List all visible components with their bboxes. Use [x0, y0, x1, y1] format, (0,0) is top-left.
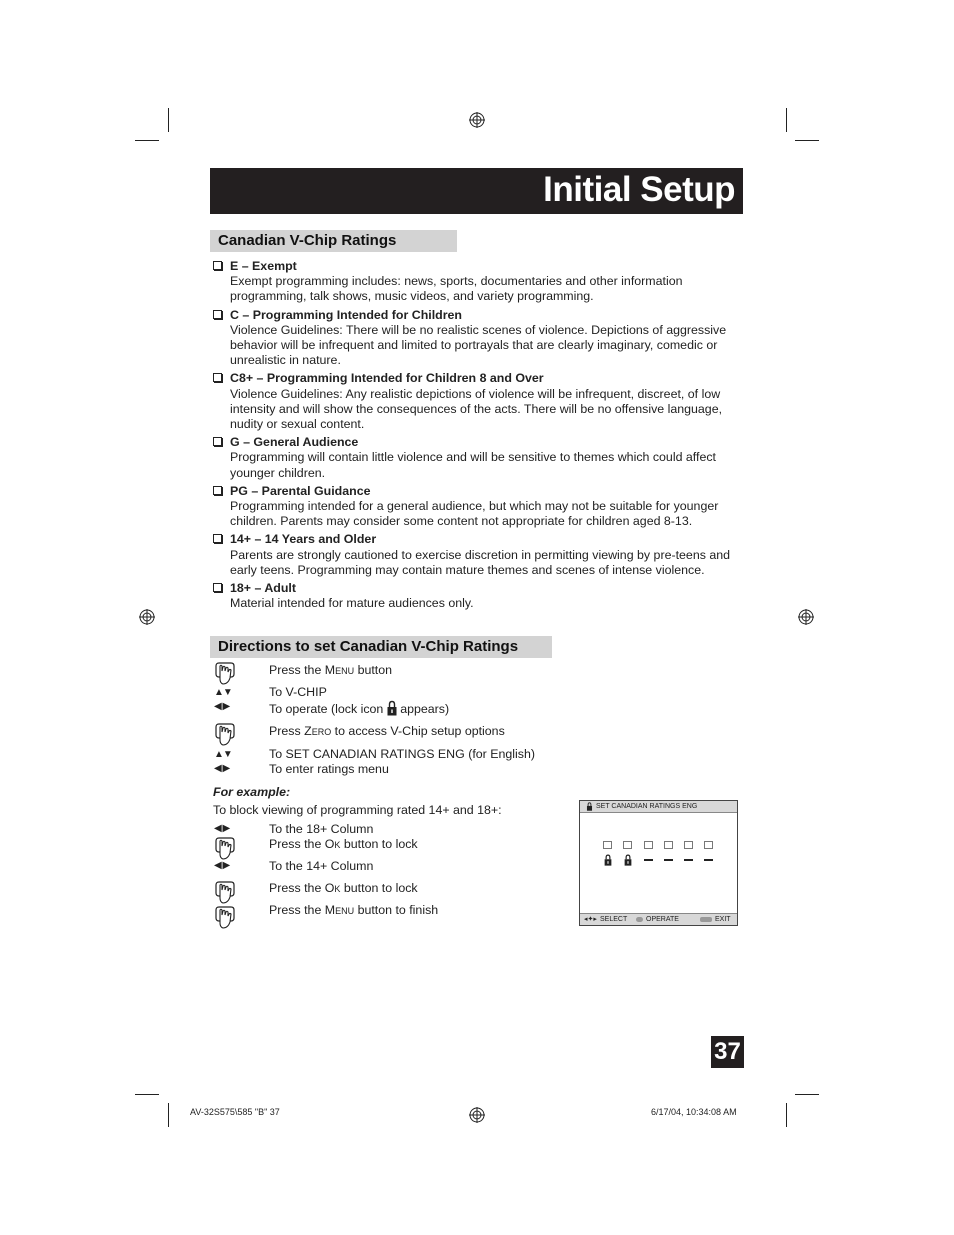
crop-mark — [795, 140, 819, 141]
page-number: 37 — [711, 1036, 744, 1068]
screen-bottom-bar — [580, 913, 737, 925]
left-right-arrow-icon: ◀ ▶ — [214, 701, 230, 712]
left-right-arrow-icon: ◀ ▶ — [214, 860, 230, 871]
crop-mark — [786, 1103, 787, 1127]
lock-icon — [624, 854, 632, 866]
registration-mark-icon — [798, 609, 814, 625]
rating-column-icon — [644, 841, 653, 849]
crop-mark — [786, 108, 787, 132]
step-operate: To operate (lock icon appears) — [269, 702, 450, 716]
crop-mark — [135, 140, 159, 141]
rating-description: Violence Guidelines: Any realistic depictions of violence will be infrequent, discreet, of low intensity and will show the consequences of the acts. There will be no offensive language, nudity or sexual content. — [230, 386, 723, 432]
hand-press-icon — [213, 881, 237, 905]
rating-title: C – Programming Intended for Children — [230, 307, 462, 322]
registration-mark-icon — [139, 609, 155, 625]
rating-description: Programming will contain little violence and will be sensitive to themes which could affect younger children. — [230, 450, 716, 480]
rating-description: Parents are strongly cautioned to exercise discretion in permitting viewing by pre-teens and early teens. Programming may contain mature themes and scenes of intense violence. — [230, 547, 731, 577]
rating-title: E – Exempt — [230, 259, 297, 273]
checkbox-bullet-icon — [213, 486, 222, 495]
checkbox-bullet-icon — [213, 534, 222, 543]
ok-button-icon — [636, 917, 643, 922]
step-18-column: To the 18+ Column — [269, 822, 374, 836]
registration-mark-icon — [469, 112, 485, 128]
page-title-bar — [210, 168, 743, 214]
section-title-ratings: Canadian V-Chip Ratings — [210, 230, 457, 252]
up-down-arrow-icon: ▲▼ — [214, 749, 232, 760]
step-enter-menu: To enter ratings menu — [269, 762, 389, 776]
rating-column-icon — [684, 841, 693, 849]
screen-title: SET CANADIAN RATINGS ENG — [596, 803, 698, 810]
step-press-menu: Press the Menu button — [269, 663, 393, 677]
operate-label: OPERATE — [646, 916, 679, 923]
rating-description: Exempt programming includes: news, sports, documentaries and other information programming, talk shows, music videos, and variety programming. — [230, 274, 683, 304]
list-item — [213, 308, 748, 369]
rating-title: C8+ – Programming Intended for Children 8 and Over — [230, 371, 544, 386]
footer-file-info: AV-32S575\585 "B" 37 — [190, 1107, 280, 1117]
example-label: For example: — [213, 785, 291, 799]
step-set-canadian: To SET CANADIAN RATINGS ENG (for English) — [269, 747, 535, 761]
rating-description: Violence Guidelines: There will be no realistic scenes of violence. Depictions of aggressive behavior will be infrequent and limited to portrayals that are clearly imaginary, comedic or unrealistic in nature. — [230, 322, 727, 368]
step-press-menu-finish: Press the Menu button to finish — [269, 903, 439, 917]
unlocked-dash — [704, 859, 713, 861]
up-down-arrow-icon: ▲▼ — [214, 687, 232, 698]
lock-icon — [604, 854, 612, 866]
rating-title: G – General Audience — [230, 435, 359, 450]
checkbox-bullet-icon — [213, 310, 222, 319]
list-item — [213, 259, 748, 305]
unlocked-dash — [684, 859, 693, 861]
footer-timestamp: 6/17/04, 10:34:08 AM — [651, 1107, 737, 1117]
crop-mark — [795, 1094, 819, 1095]
crop-mark — [135, 1094, 159, 1095]
checkbox-bullet-icon — [213, 373, 222, 382]
checkbox-bullet-icon — [213, 583, 222, 592]
rating-title: 18+ – Adult — [230, 581, 296, 596]
step-14-column: To the 14+ Column — [269, 859, 374, 873]
step-to-vchip: To V-CHIP — [269, 685, 327, 699]
hand-press-icon — [213, 723, 237, 747]
registration-mark-icon — [469, 1107, 485, 1123]
select-label: SELECT — [600, 916, 628, 923]
rating-description: Material intended for mature audiences only. — [230, 596, 474, 611]
checkbox-bullet-icon — [213, 437, 222, 446]
left-right-arrow-icon: ◀ ▶ — [214, 823, 230, 834]
screen-title-bar — [580, 801, 737, 813]
example-intro: To block viewing of programming rated 14+ and 18+: — [213, 803, 502, 817]
rating-column-icon — [623, 841, 632, 849]
hand-press-icon — [213, 837, 237, 861]
crop-mark — [168, 108, 169, 132]
section-title-directions: Directions to set Canadian V-Chip Ratings — [210, 636, 552, 658]
hand-press-icon — [213, 662, 237, 686]
lock-icon — [387, 700, 397, 716]
lock-icon — [586, 802, 593, 811]
rating-description: Programming intended for a general audience, but which may not be suitable for younger children. Parents may consider some content not appropriate for children aged 8-13. — [230, 499, 719, 529]
list-item — [213, 581, 748, 611]
page-title: Initial Setup — [543, 170, 735, 209]
list-item — [213, 435, 748, 481]
menu-button-icon — [700, 917, 712, 922]
rating-column-icon — [664, 841, 673, 849]
tv-screen-illustration — [579, 800, 738, 926]
unlocked-dash — [664, 859, 673, 861]
list-item — [213, 484, 748, 530]
rating-title: PG – Parental Guidance — [230, 483, 371, 498]
list-item — [213, 532, 748, 578]
crop-mark — [168, 1103, 169, 1127]
ratings-list — [213, 259, 748, 614]
unlocked-dash — [644, 859, 653, 861]
rating-column-icon — [603, 841, 612, 849]
step-press-zero: Press Zero to access V-Chip setup options — [269, 724, 505, 738]
list-item — [213, 371, 748, 432]
step-press-ok: Press the Ok button to lock — [269, 837, 418, 851]
exit-label: EXIT — [715, 916, 731, 923]
checkbox-bullet-icon — [213, 261, 222, 270]
left-right-arrow-icon: ◀ ▶ — [214, 763, 230, 774]
rating-column-icon — [704, 841, 713, 849]
step-press-ok: Press the Ok button to lock — [269, 881, 418, 895]
rating-title: 14+ – 14 Years and Older — [230, 532, 377, 547]
hand-press-icon — [213, 906, 237, 930]
direction-arrows-icon: ◂✦▸ — [584, 916, 597, 923]
